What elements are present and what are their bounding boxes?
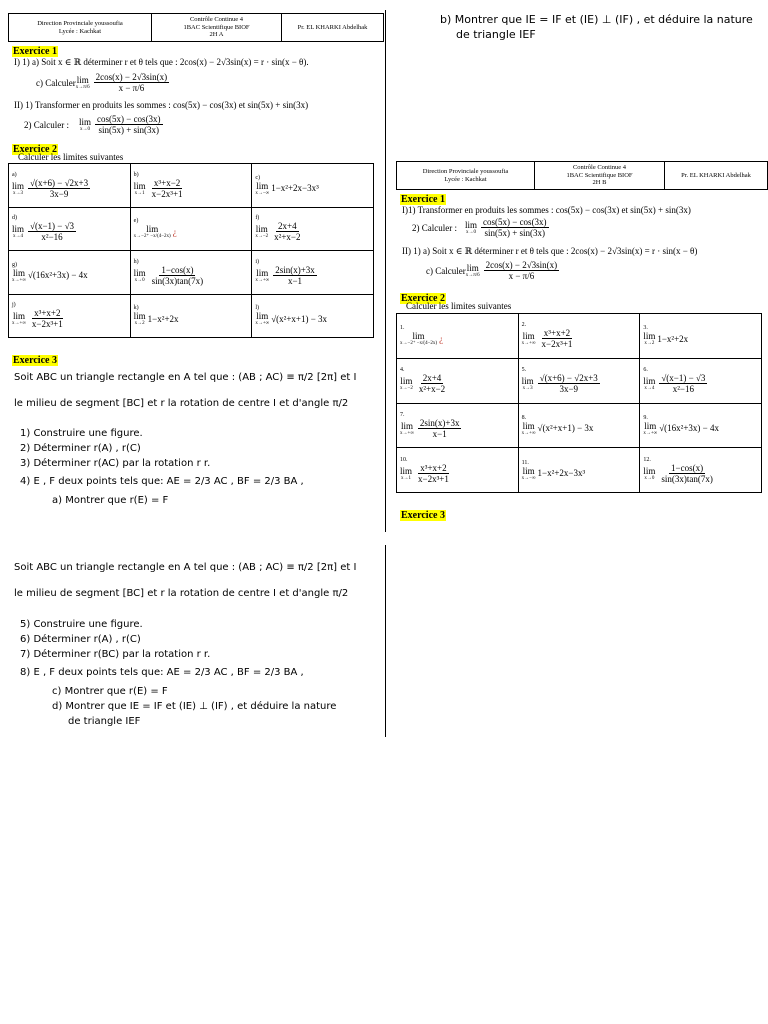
test-line1: Contrôle Continue 4 [189,16,244,24]
test-line2: 1BAC Scientifique BIOF [183,23,250,31]
exercise3-title: Exercice 3 [13,355,57,366]
limit-fraction: $\frac{2x+4}{\text{x²+x−2}}$ [274,221,301,243]
lim-operator: lim x→−2 [400,376,413,392]
limit-fraction: $\frac{1-\cos(x)}{\sin(3x)\tan(7x)}$ [661,462,713,484]
limit-expression [12,221,78,242]
calc-limits-label-b: Calculer les limites suivantes [406,301,512,311]
limit-label: 1. [400,325,405,332]
lim-operator: lim x→+∞ [521,420,536,436]
limit-expression: lim x→+∞ √(16x²+3x) − 4x [643,420,719,436]
lim-operator: lim x→−∞ [255,180,270,196]
ex3-item: 4) E , F deux points tels que: AE = 2/3 AC , BF = 2/3 BA , [20,476,304,487]
exercise1-title-b: Exercice 1 [401,194,445,205]
limit-cell [397,358,519,403]
limits-row [9,294,374,338]
limit-label: 11. [521,459,529,466]
limit-label: e) [133,218,139,225]
ex3-intro2: le milieu de segment [BC] et r la rotation de centre I et d'angle π/2 [14,398,349,409]
exercise2-title: Exercice 2 [13,144,57,155]
limit-expression [522,328,577,349]
limit-expression [12,178,92,199]
group: 2H A [209,31,224,39]
header-sheet-a [8,13,384,42]
ex3b-intro2: le milieu de segment [BC] et r la rotation de centre I et d'angle π/2 [14,588,349,599]
test-cell [152,14,282,41]
limit-expression [255,265,318,286]
lim-operator: lim x→1 [133,180,146,196]
lim-operator: lim x→4 [12,224,25,240]
test-cell: Contrôle Continue 4 1BAC Scientifique BIOF 2H B [535,162,665,189]
limit-label: g) [12,261,17,268]
ex3-part-b: b) Montrer que IE = IF et (IE) ⊥ (IF) , et déduire la nature de triangle IEF [440,13,753,41]
ex1-line4: 2) Calculer : lim x→0 $\frac{\cos(5x) - \cos(3x)}{\sin(5x) + \sin(3x)}$ [24,114,161,135]
limit-cell [130,294,252,338]
limit-fraction: $\frac{1-\cos(x)}{\sin(3x)\tan(7x)}$ [151,264,204,286]
ex3-item: 3) Déterminer r(AC) par la rotation r r. [20,458,211,469]
limit-cell [9,164,131,208]
limits-row [397,358,762,403]
lim-operator: lim x→1 [400,465,413,481]
limit-expression: lim x→−∞ 1−x²+2x−3x³ [521,465,586,481]
limit-cell [518,314,640,359]
limit-expression: lim x→−2⁺ −x/(4−2x) ¿ [133,224,177,240]
lim-operator: lim x→−2⁺ −x/(4−2x) [133,224,171,240]
limit-expression [400,418,463,439]
limit-fraction: $\frac{2x+4}{\text{x²+x−2}}$ [418,373,446,395]
limit-cell [252,294,374,338]
limit-expression: lim x→+∞ √(16x²+3x) − 4x [12,267,88,283]
limit-label: 3. [643,325,648,332]
limits-row [397,403,762,448]
limit-fraction: $\frac{2\sin(x)+3x}{x-1}$ [275,264,315,286]
limit-label: 2. [521,322,527,329]
ex3b-subitem-d: d) Montrer que IE = IF et (IE) ⊥ (IF) , et déduire la nature [52,701,337,712]
limit-fraction: $\frac{\text{x³+x−2}}{\text{x−2x³+1}}$ [151,177,183,199]
limit-label: 5. [521,367,527,374]
lim-operator: lim x→0 [643,465,656,481]
limit-expression: lim x→2 1−x²+2x [643,331,689,347]
limit-label: 10. [400,456,408,463]
limit-expression [400,463,453,484]
limit-cell [9,207,131,251]
exercise2-title-b: Exercice 2 [401,293,445,304]
ex3b-item: 7) Déterminer r(BC) par la rotation r r. [20,649,211,660]
limit-cell [130,164,252,208]
limit-label: h) [133,258,139,265]
limits-table-a [8,163,374,338]
limit-fraction: $\frac{\text{x³+x+2}}{\text{x−2x³+1}}$ [418,462,449,484]
ex3-item: 1) Construire une figure. [20,428,143,439]
ex1-line3: II) 1) Transformer en produits les sommes : cos(5x) − cos(3x) et sin(5x) + sin(3x) [14,100,309,110]
lim-operator: lim x→4 [643,376,656,392]
lim-operator: lim x→3 [521,376,534,392]
ex1-line1: I) 1) a) Soit x ∈ ℝ déterminer r et θ tels que : 2cos(x) − 2√3sin(x) = r · sin(x − θ). [14,57,309,67]
lim-operator: lim x→2 [643,331,656,347]
limit-expression [522,373,602,394]
limit-label: b) [133,171,139,178]
limit-label: 9. [643,414,648,421]
ex1b-line2: 2) Calculer : lim x→0 $\frac{\cos(5x) - \cos(3x)}{\sin(5x) + \sin(3x)}$ [412,217,547,238]
lim-operator: lim x→+∞ [643,420,658,436]
limits-table-b [396,313,762,493]
limit-expression [400,373,449,394]
lim-operator: lim x→−∞ [521,465,536,481]
limit-expression: lim x→+∞ √(x²+x+1) − 3x [255,311,328,327]
limit-label: 6. [643,367,648,374]
ex3b-item: 5) Construire une figure. [20,619,143,630]
limit-fraction: $\frac{\text{x³+x+2}}{\text{x−2x³+1}}$ [541,328,573,350]
limit-cell [640,448,762,493]
lim-operator: lim x→+∞ [12,311,26,327]
ex1-line2: c) Calculer lim x→π/6 $\frac{2\cos(x) - 2√3\sin(x)}{x - \pi/6}$ [36,72,168,93]
limit-fraction: $\frac{√(x-1) - √3}{\text{x²−16}}$ [661,373,706,395]
limit-cell [640,403,762,448]
limits-row [397,448,762,493]
school-line1: Direction Provinciale youssoufia [37,20,123,28]
limit-cell [640,358,762,403]
limit-cell [397,314,519,359]
limit-cell [130,251,252,295]
ex1b-line1: I)1) Transformer en produits les sommes : cos(5x) − cos(3x) et sin(5x) + sin(3x) [402,205,691,215]
limit-cell [397,403,519,448]
lim-operator: lim x→3 [12,180,25,196]
lim-operator: lim x→+∞ [400,420,414,436]
ex3b-item: 6) Déterminer r(A) , r(C) [20,634,141,645]
lim-operator: lim x→−2⁺ −x/(4−2x) [400,331,438,347]
limit-cell [518,403,640,448]
ex3-intro1: Soit ABC un triangle rectangle en A tel que : (AB ; AC) ≡ π/2 [2π] et I [14,372,357,383]
limit-label: f) [255,215,260,222]
limits-row [9,164,374,208]
ex3b-subitem-c: c) Montrer que r(E) = F [52,686,168,697]
lim-operator: lim x→+∞ [255,311,270,327]
limit-label: 12. [643,456,651,463]
lim-operator: lim x→−2 [255,224,269,240]
limit-cell [252,164,374,208]
school-cell: Direction Provinciale youssoufia Lycée : Kachkat [397,162,535,189]
limit-cell [252,207,374,251]
limit-cell [9,251,131,295]
limit-expression [134,265,208,286]
limit-fraction: $\frac{\text{x³+x+2}}{\text{x−2x³+1}}$ [31,308,63,330]
limit-expression [643,463,717,484]
limits-row [9,251,374,295]
lim-operator: lim x→+∞ [521,331,536,347]
limit-cell [518,448,640,493]
limit-cell [640,314,762,359]
lim-operator: lim x→0 [133,267,146,283]
limit-label: 4. [400,367,405,374]
limit-label: 8. [521,414,527,421]
limit-expression [12,308,67,329]
school-cell [9,14,152,41]
lim-operator: lim x→2 [133,311,146,327]
limit-label: c) [255,174,260,181]
ex3b-items [20,617,336,729]
calc-limits-label: Calculer les limites suivantes [18,152,124,162]
limit-cell [397,448,519,493]
limit-cell [518,358,640,403]
lim-operator: lim x→+∞ [12,267,26,283]
limit-expression [134,178,187,199]
limit-label: l) [255,305,259,312]
teacher: Pr. EL KHARKI Abdelhak [297,23,368,31]
limit-cell [9,294,131,338]
ex3-items [20,426,304,508]
ex1b-line3: II) 1) a) Soit x ∈ ℝ déterminer r et θ tels que : 2cos(x) − 2√3sin(x) = r · sin(x − θ) [402,246,698,256]
ex3-item: 2) Déterminer r(A) , r(C) [20,443,141,454]
limit-label: i) [255,258,259,265]
limit-expression [255,221,304,242]
limit-label: a) [12,171,17,178]
exercise3-title-b: Exercice 3 [401,510,445,521]
limit-fraction: $\frac{√(x+6) - √2x+3}{3x-9}$ [539,373,598,395]
limit-label: d) [12,215,17,222]
limit-label: j) [12,302,16,309]
limit-fraction: $\frac{2\sin(x)+3x}{x-1}$ [419,417,460,439]
limit-expression: lim x→2 1−x²+2x [133,311,179,327]
ex3b-intro1: Soit ABC un triangle rectangle en A tel que : (AB ; AC) ≡ π/2 [2π] et I [14,562,357,573]
limit-expression [643,373,709,394]
column-divider [385,10,386,532]
exercise1-title: Exercice 1 [13,46,57,57]
limit-fraction: $\frac{√(x+6) - √2x+3}{3x-9}$ [30,177,89,199]
ex1b-line4: c) Calculer lim x→π/6 $\frac{2\cos(x) - 2√3\sin(x)}{x - \pi/6}$ [426,260,558,281]
ex3-subitem: a) Montrer que r(E) = F [52,495,169,506]
header-sheet-b [396,161,768,190]
teacher-cell [282,14,383,41]
limit-expression: lim x→+∞ √(x²+x+1) − 3x [521,420,594,436]
limit-expression: lim x→−2⁺ −x/(4−2x) ¿ [400,331,444,347]
limits-row [397,314,762,359]
limit-expression: lim x→−∞ 1−x²+2x−3x³ [255,180,319,196]
limit-cell [252,251,374,295]
limit-label: 7. [400,411,405,418]
limit-cell [130,207,252,251]
ex3b-item: 8) E , F deux points tels que: AE = 2/3 AC , BF = 2/3 BA , [20,667,304,678]
limit-label: k) [133,305,139,312]
limit-fraction: $\frac{√(x-1) - √3}{\text{x²−16}}$ [30,221,75,243]
ex3b-subitem-d2: de triangle IEF [68,716,141,727]
teacher-cell: Pr. EL KHARKI Abdelhak [681,171,751,179]
school-line2: Lycée : Kachkat [58,27,102,35]
lim-operator: lim x→+∞ [255,267,270,283]
column-divider-bottom [385,545,386,737]
limits-row [9,207,374,251]
